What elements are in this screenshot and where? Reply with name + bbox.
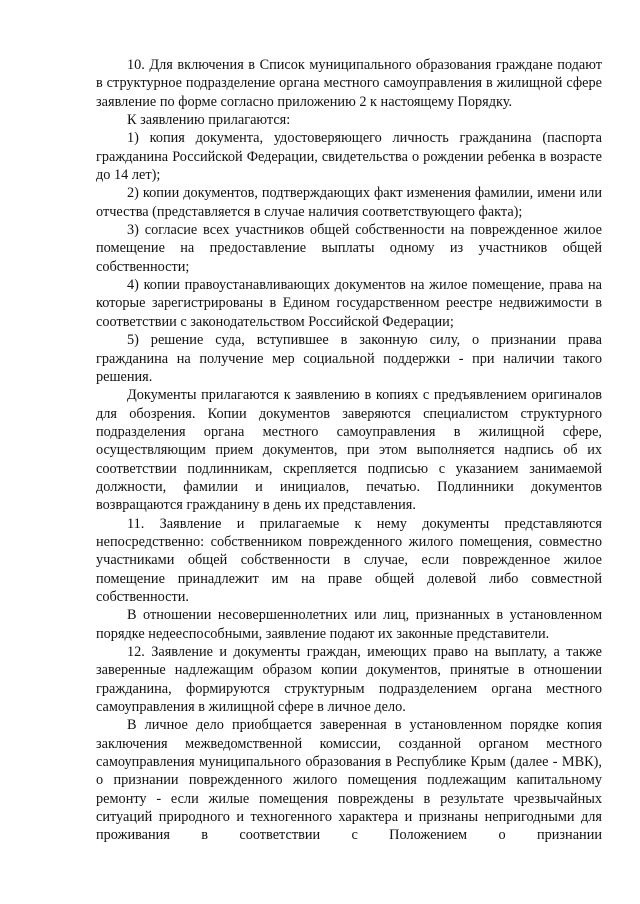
list-item-5: 5) решение суда, вступившее в законную силу, о признании права гражданина на получение мер социальной поддержки - при наличии такого решения. — [96, 332, 602, 385]
copies-paragraph: Документы прилагаются к заявлению в копиях с предъявлением оригиналов для обозрения. Копии документов заверяются специалистом структурного подразделения органа местного самоуправления в жилищной сфере, осуществляющим прием документов, при этом выполняется надпись об их соответствии подлинникам, скрепляется подписью с указанием занимаемой должности, фамилии и инициалов, печатью. Подлинники документов возвращаются гражданину в день их представления. — [96, 387, 602, 514]
list-item-2: 2) копии документов, подтверждающих факт изменения фамилии, имени или отчества (представляется в случае наличия соответствующего факта); — [96, 185, 602, 220]
list-item-3: 3) согласие всех участников общей собственности на поврежденное жилое помещение на предоставление выплаты одному из участников общей собственности; — [96, 222, 602, 275]
paragraph-11: 11. Заявление и прилагаемые к нему документы представляются непосредственно: собственником поврежденного жилого помещения, совместно участниками общей собственности в случае, если поврежденное жилое помещение принадлежит им на праве общей долевой либо совместной собственности. — [96, 515, 602, 605]
attachments-intro: К заявлению прилагаются: — [127, 112, 291, 129]
paragraph-10: 10. Для включения в Список муниципального образования граждане подают в структурное подразделение органа местного самоуправления в жилищной сфере заявление по форме согласно приложению 2 к настоящему Порядку. — [96, 57, 602, 110]
personal-file-paragraph: В личное дело приобщается заверенная в установленном порядке копия заключения межведомственной комиссии, созданной органом местного самоуправления муниципального образования в Республике Крым (далее - МВК), о признании поврежденного жилого помещения подлежащим капитальному ремонту - если жилые помещения повреждены в результате чрезвычайных ситуаций природного и техногенного характера и признаны непригодными для проживания в соответствии с Положением о признании — [96, 717, 602, 844]
list-item-4: 4) копии правоустанавливающих документов на жилое помещение, права на которые зарегистрированы в Едином государственном реестре недвижимости в соответствии с законодательством Российской Федерации; — [96, 277, 602, 330]
minors-paragraph: В отношении несовершеннолетних или лиц, признанных в установленном порядке недееспособными, заявление подают их законные представители. — [96, 607, 602, 642]
paragraph-12: 12. Заявление и документы граждан, имеющих право на выплату, а также заверенные надлежащим образом копии документов, принятые в отношении гражданина, формируются структурным подразделением органа местного самоуправления в жилищной сфере в личное дело. — [96, 644, 602, 716]
list-item-1: 1) копия документа, удостоверяющего личность гражданина (паспорта гражданина Российской Федерации, свидетельства о рождении ребенка в возрасте до 14 лет); — [96, 130, 602, 184]
